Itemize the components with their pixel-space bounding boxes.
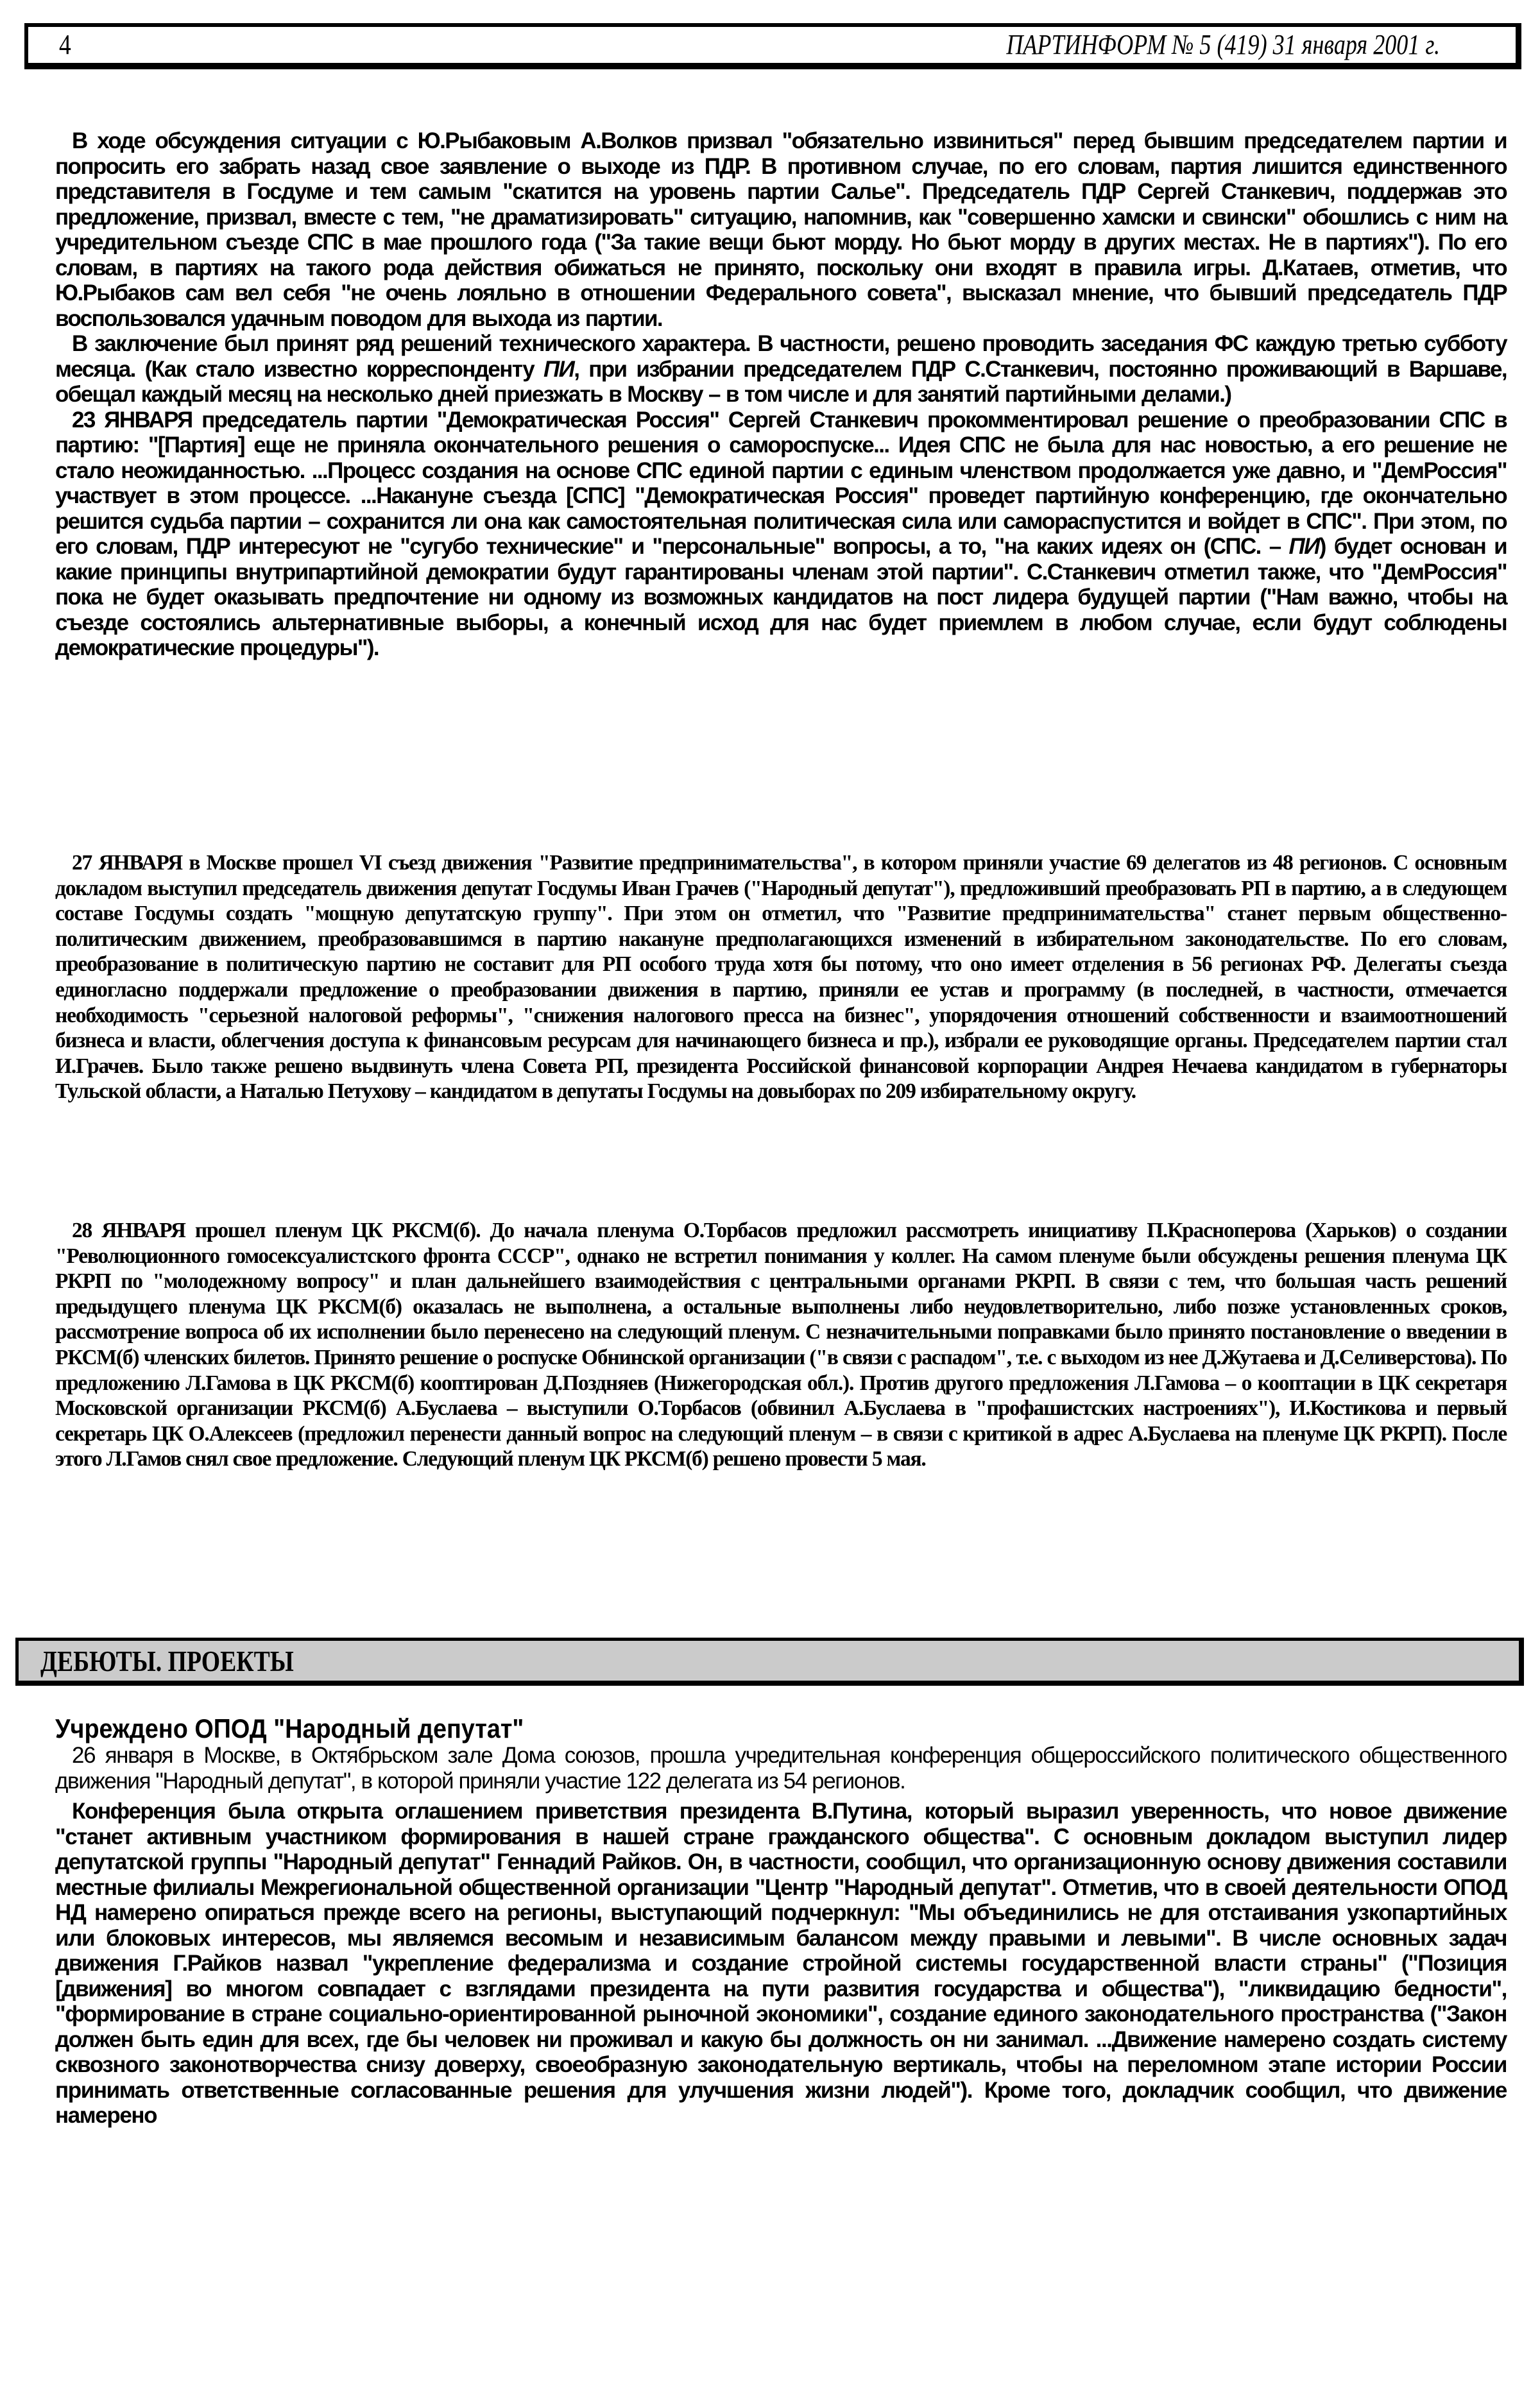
- paragraph-rybakov: В ходе обсуждения ситуации с Ю.Рыбаковым А.Волков призвал "обязательно извиниться" перед бывшим председателем партии и попросить его забрать назад свое заявление о выходе из ПДР. В противном случае, по его словам, партия лишится единственного представителя в Госдуме и тем самым "скатится на уровень партии Салье". Председатель ПДР Сергей Станкевич, поддержав это предложение, призвал, вместе с тем, "не драматизировать" ситуацию, напомнив, как "совершенно хамски и свински" обошлись с ним на учредительном съезде СПС в мае прошлого года ("За такие вещи бьют морду. Но бьют морду в других местах. Не в партиях"). По его словам, в партиях на такого рода действия обижаться не принято, поскольку они входят в правила игры. Д.Катаев, отметив, что Ю.Рыбаков сам вел себя "не очень лояльно в отношении Федерального совета", высказал мнение, что бывший председатель ПДР воспользовался удачным поводом для выхода из партии.: [55, 128, 1507, 331]
- masthead: ПАРТИНФОРМ № 5 (419) 31 января 2001 г.: [1006, 29, 1440, 60]
- page-number: 4: [59, 29, 71, 60]
- paragraph-jan-23: 23 ЯНВАРЯ председатель партии "Демократическая Россия" Сергей Станкевич прокомментировал решение о преобразовании СПС в партию: "[Партия] еще не приняла окончательного решения о самороспуске... Идея СПС не была для нас новостью, а его решение не стало неожиданностью. ...Процесс создания на основе СПС единой партии с единым членством продолжается уже давно, и "ДемРоссия" участвует в этом процессе. ...Накануне съезда [СПС] "Демократическая Россия" проведет партийную конференцию, где окончательно решится судьба партии – сохранится ли она как самостоятельная политическая сила или самораспустится и войдет в СПС". При этом, по его словам, ПДР интересуют не "сугубо технические" и "персональные" вопросы, а то, "на каких идеях он (СПС. – ПИ) будет основан и какие принципы внутрипартийной демократии будут гарантированы членам этой партии". С.Станкевич отметил также, что "ДемРоссия" пока не будет оказывать предпочтение ни одному из возможных кандидатов на пост лидера будущей партии ("Нам важно, чтобы на съезде состоялись альтернативные выборы, а конечный исход для нас будет приемлем в любом случае, если будут соблюдены демократические процедуры").: [55, 407, 1507, 660]
- article-body: [55, 1743, 1507, 2129]
- news-item-jan-27: [55, 850, 1507, 1104]
- article-lead: 26 января в Москве, в Октябрьском зале Дома союзов, прошла учредительная конференция общероссийского политического общественного движения "Народный депутат", в которой приняли участие 122 делегата из 54 регионов.: [55, 1743, 1507, 1794]
- pi-abbreviation: ПИ: [1288, 534, 1319, 559]
- section-header: [15, 1638, 1524, 1686]
- page-header: [24, 23, 1521, 69]
- news-text: 27 ЯНВАРЯ в Москве прошел VI съезд движения "Развитие предпринимательства", в котором приняли участие 69 делегатов из 48 регионов. С основным докладом выступил председатель движения депутат Госдумы Иван Грачев ("Народный депутат"), предложивший преобразовать РП в партию, а в следующем составе Госдумы создать "мощную депутатскую группу". При этом он отметил, что "Развитие предпринимательства" станет первым общественно-политическим движением, преобразовавшимся в партию накануне предполагающихся изменений в избирательном законодательстве. По его словам, преобразование в политическую партию не составит для РП особого труда хотя бы потому, что оно имеет отделения в 56 регионах РФ. Делегаты съезда единогласно поддержали предложение о преобразовании движения в партию, приняли ее устав и программу (в последней, в частности, отмечается необходимость "серьезной налоговой реформы", "снижения налогового пресса на бизнес", упорядочения отношений собственности и взаимоотношений бизнеса и власти, облегчения доступа к финансовым ресурсам для начинающего бизнеса и пр.), избрали ее руководящие органы. Председателем партии стал И.Грачев. Было также решено выдвинуть члена Совета РП, президента Российской финансовой корпорации Андрея Нечаева кандидатом в губернаторы Тульской области, а Наталью Петухову – кандидатом в депутаты Госдумы на довыборах по 209 избирательному округу.: [55, 851, 1507, 1104]
- article-paragraph: Конференция была открыта оглашением приветствия президента В.Путина, который выразил уверенность, что новое движение "станет активным участником формирования в нашей стране гражданского общества". С основным докладом выступил лидер депутатской группы "Народный депутат" Геннадий Райков. Он, в частности, сообщил, что организационную основу движения составили местные филиалы Межрегиональной общественной организации "Центр "Народный депутат". Отметив, что в своей деятельности ОПОД НД намерено опираться прежде всего на регионы, выступающий подчеркнул: "Мы объединились не для отстаивания узкопартийных или блоковых интересов, мы являемся весомым и независимым балансом между правыми и левыми". В числе основных задач движения Г.Райков назвал "укрепление федерализма и создание стройной системы государственной власти страны" ("Позиция [движения] во многом совпадает с взглядами президента на пути развития государства и общества"), "ликвидацию бедности", "формирование в стране социально-ориентированной рыночной экономики", создание единого законодательного пространства ("Закон должен быть един для всех, где бы человек ни проживал и какую бы должность он ни занимал. ...Движение намерено создать систему сквозного законотворчества снизу доверху, своеобразную законодательную вертикаль, чтобы на переломном этапе истории России принимать ответственные согласованные решения для улучшения жизни людей"). Кроме того, докладчик сообщил, что движение намерено: [55, 1799, 1507, 2128]
- pi-abbreviation: ПИ: [543, 356, 574, 382]
- news-item-jan-28: [55, 1218, 1507, 1472]
- article-title: Учреждено ОПОД "Народный депутат": [55, 1713, 524, 1744]
- top-section: [55, 128, 1507, 661]
- news-text: 28 ЯНВАРЯ прошел пленум ЦК РКСМ(б). До начала пленума О.Торбасов предложил рассмотреть инициативу П.Красноперова (Харьков) о создании "Революционного гомосексуалистского фронта СССР", однако не встретил понимания у коллег. На самом пленуме были обсуждены решения пленума ЦК РКРП по "молодежному вопросу" и план дальнейшего взаимодействия с центральными органами РКРП. В связи с тем, что большая часть решений предыдущего пленума ЦК РКСМ(б) оказалась не выполнена, а остальные выполнены либо неудовлетворительно, либо позже установленных сроков, рассмотрение вопроса об их исполнении было перенесено на следующий пленум. С незначительными поправками было принято постановление о введении в РКСМ(б) членских билетов. Принято решение о роспуске Обнинской организации ("в связи с распадом", т.е. с выходом из нее Д.Жутаева и Д.Селиверстова). По предложению Л.Гамова в ЦК РКСМ(б) кооптирован Д.Поздняев (Нижегородская обл.). Против другого предложения Л.Гамова – о кооптации в ЦК секретаря Московской организации РКСМ(б) А.Буслаева – выступили О.Торбасов (обвинил А.Буслаева в "профашистских настроениях"), И.Костикова и первый секретарь ЦК О.Алексеев (предложил перенести данный вопрос на следующий пленум – в связи с критикой в адрес А.Буслаева на пленуме ЦК РКРП). После этого Л.Гамов снял свое предложение. Следующий пленум ЦК РКСМ(б) решено провести 5 мая.: [55, 1219, 1507, 1471]
- section-title: ДЕБЮТЫ. ПРОЕКТЫ: [40, 1645, 294, 1677]
- paragraph-conclusion: В заключение был принят ряд решений технического характера. В частности, решено проводить заседания ФС каждую третью субботу месяца. (Как стало известно корреспонденту ПИ, при избрании председателем ПДР С.Станкевич, постоянно проживающий в Варшаве, обещал каждый месяц на несколько дней приезжать в Москву – в том числе и для занятий партийными делами.): [55, 331, 1507, 407]
